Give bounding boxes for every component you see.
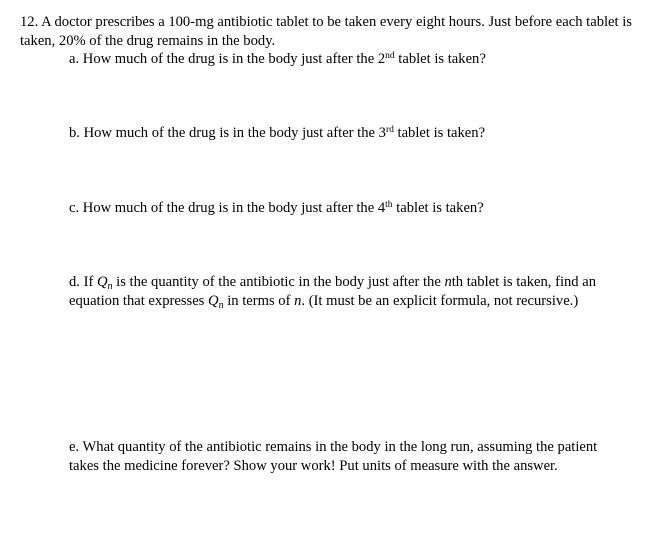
question-a-ordinal: nd — [385, 51, 395, 61]
question-e: e. What quantity of the antibiotic remains in the body in the long run, assuming the patient takes the medicine forever? Show your work! Put units of measure with the answer. — [69, 439, 598, 474]
math-n-variable: n — [444, 274, 452, 290]
question-c-ordinal: th — [385, 200, 393, 210]
question-b-ordinal: rd — [385, 125, 394, 135]
math-q-variable: Q — [96, 274, 108, 290]
question-c — [69, 199, 629, 218]
question-d-text-3: th tablet is taken, find an equation that expresses — [69, 274, 597, 309]
math-n-variable-2: n — [294, 292, 302, 309]
math-n-subscript: n — [107, 281, 113, 292]
math-n-subscript-2: n — [218, 299, 224, 311]
problem-statement — [20, 13, 660, 50]
question-d — [69, 273, 629, 310]
question-c-suffix: tablet is taken? — [392, 200, 484, 216]
question-d-text-2: is the quantity of the antibiotic in the body just after the — [112, 274, 445, 290]
problem-number: 12. — [20, 14, 39, 30]
question-a-suffix: tablet is taken? — [394, 51, 486, 67]
question-d-text-1: d. If — [69, 274, 97, 290]
question-d-text-4: in terms of — [223, 292, 295, 309]
math-q-variable-2: Q — [208, 292, 219, 309]
question-a-prefix: a. How much of the drug is in the body just after the 2 — [69, 51, 386, 67]
question-b — [69, 124, 629, 143]
problem-intro: A doctor prescribes a 100-mg antibiotic tablet to be taken every eight hours. Just before each tablet is taken, 20% of the drug remains in the body. — [20, 14, 632, 49]
question-b-prefix: b. How much of the drug is in the body just after the 3 — [69, 125, 386, 141]
question-b-suffix: tablet is taken? — [393, 125, 486, 141]
question-c-prefix: c. How much of the drug is in the body just after the 4 — [69, 200, 386, 216]
question-a — [69, 50, 629, 69]
question-d-text-5: . (It must be an explicit formula, not recursive.) — [301, 292, 579, 309]
